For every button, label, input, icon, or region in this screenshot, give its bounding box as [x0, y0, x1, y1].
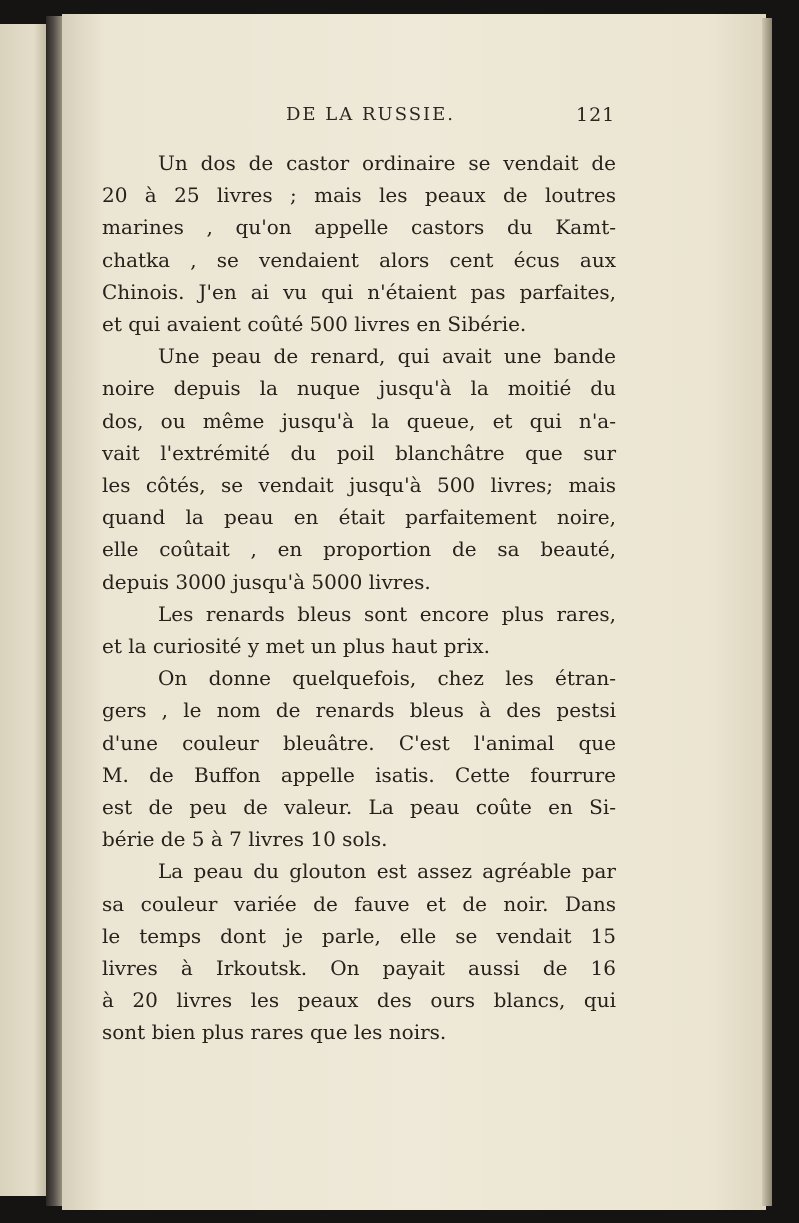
text-line: d'une couleur bleuâtre. C'est l'animal que [102, 730, 616, 755]
page-body [102, 147, 616, 1049]
paragraph [102, 340, 616, 598]
text-line: elle coûtait , en proportion de sa beauté, [102, 537, 616, 562]
text-line: noire depuis la nuque jusqu'à la moitié du [102, 376, 616, 401]
text-line: Chinois. J'en ai vu qui n'étaient pas parfaites, [102, 279, 616, 304]
text-line: gers , le nom de renards bleus à des pestsi [102, 698, 616, 723]
text-line: sa couleur variée de fauve et de noir. Dans [102, 891, 616, 916]
facing-page-edge [0, 24, 48, 1196]
text-line: Les renards bleus sont encore plus rares, [158, 601, 616, 626]
text-line: M. de Buffon appelle isatis. Cette fourrure [102, 762, 616, 787]
text-line: chatka , se vendaient alors cent écus aux [102, 247, 616, 272]
text-line: et la curiosité y met un plus haut prix. [102, 634, 491, 659]
text-line: sont bien plus rares que les noirs. [102, 1020, 447, 1045]
paragraph [102, 855, 616, 1048]
text-line: marines , qu'on appelle castors du Kamt- [102, 215, 616, 240]
text-line: le temps dont je parle, elle se vendait 15 [102, 923, 616, 948]
text-line: Un dos de castor ordinaire se vendait de [158, 151, 616, 175]
text-line: à 20 livres les peaux des ours blancs, qui [102, 988, 616, 1013]
text-line: Une peau de renard, qui avait une bande [158, 344, 616, 369]
text-line: est de peu de valeur. La peau coûte en Si- [102, 795, 616, 820]
page-number: 121 [576, 104, 616, 126]
text-line: les côtés, se vendait jusqu'à 500 livres; mais [102, 473, 616, 498]
running-head: DE LA RUSSIE. [286, 104, 456, 125]
text-line: La peau du glouton est assez agréable par [158, 859, 616, 884]
text-line: dos, ou même jusqu'à la queue, et qui n'a- [102, 408, 616, 433]
text-line: quand la peau en était parfaitement noire, [102, 505, 616, 530]
paragraph [102, 598, 616, 662]
page-fore-edge [762, 18, 772, 1206]
text-line: et qui avaient coûté 500 livres en Sibérie. [102, 312, 527, 337]
text-line: vait l'extrémité du poil blanchâtre que sur [102, 440, 616, 465]
text-line: On donne quelquefois, chez les étran- [158, 666, 616, 691]
paragraph [102, 147, 616, 340]
paragraph [102, 662, 616, 855]
text-line: depuis 3000 jusqu'à 5000 livres. [102, 569, 431, 594]
text-line: bérie de 5 à 7 livres 10 sols. [102, 827, 388, 852]
text-line: 20 à 25 livres ; mais les peaux de loutres [102, 183, 616, 208]
text-line: livres à Irkoutsk. On payait aussi de 16 [102, 956, 616, 981]
